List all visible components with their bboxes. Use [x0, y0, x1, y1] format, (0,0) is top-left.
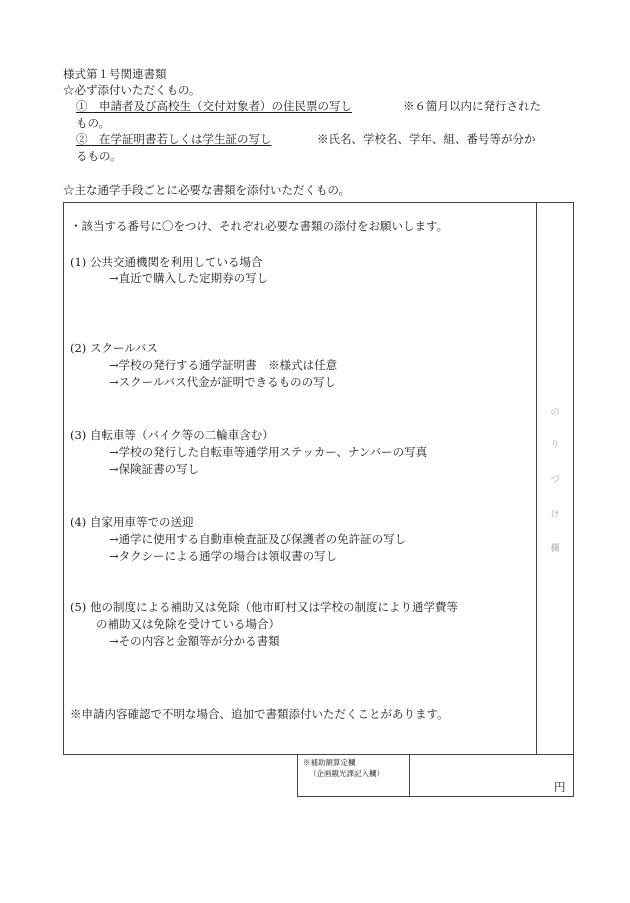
side-char-1: の [550, 408, 560, 418]
required-item-2-note: ※氏名、学校名、学年、組、番号等が分か [317, 132, 536, 146]
section-1-title: (1) 公共交通機関を利用している場合 [70, 255, 263, 269]
side-column-divider [536, 202, 537, 755]
section-4-item-2: →タクシーによる通学の場合は領収書の写し [109, 549, 338, 563]
required-item-1-cont: もの。 [76, 116, 111, 130]
section-3-item-2: →保険証書の写し [109, 462, 200, 476]
form-title: 様式第１号関連書類 [63, 67, 167, 81]
section-5-title-cont: の補助又は免除を受けている場合） [96, 617, 280, 631]
required-item-1-note: ※６箇月以内に発行された [403, 99, 541, 113]
section-2-item-2: →スクールバス代金が証明できるものの写し [109, 375, 337, 389]
section-5-item-1: →その内容と金額等が分かる書類 [109, 634, 280, 648]
transport-heading: ☆主な通学手段ごとに必要な書類を添付いただくもの。 [63, 183, 351, 197]
section-4-item-1: →通学に使用する自動車検査証及び保護者の免許証の写し [109, 532, 407, 546]
subsidy-sublabel: （企画観光課記入欄） [309, 769, 384, 778]
subsidy-box-divider [409, 754, 410, 797]
section-1-item-1: →直近で購入した定期券の写し [109, 271, 269, 285]
section-3-title: (3) 自転車等（バイク等の二輪車含む） [70, 428, 274, 442]
required-item-1: ① 申請者及び高校生（交付対象者）の住民票の写し [76, 99, 352, 113]
section-2-title: (2) スクールバス [70, 341, 158, 355]
section-5-title: (5) 他の制度による補助又は免除（他市町村又は学校の制度により通学費等 [70, 600, 458, 614]
side-char-5: 欄 [550, 544, 560, 554]
subsidy-yen-unit: 円 [554, 780, 566, 794]
side-char-2: り [550, 440, 560, 450]
subsidy-label: ※補助額算定欄 [303, 758, 356, 767]
section-3-item-1: →学校の発行した自転車等通学用ステッカー、ナンバーの写真 [109, 445, 428, 459]
instructions-text: ・該当する番号に〇をつけ、それぞれ必要な書類の添付をお願いします。 [70, 219, 449, 233]
section-4-title: (4) 自家用車等での送迎 [70, 515, 194, 529]
required-item-2-cont: るもの。 [76, 149, 122, 163]
section-2-item-1: →学校の発行する通学証明書 ※様式は任意 [109, 358, 338, 372]
required-item-2: ② 在学証明書若しくは学生証の写し [76, 132, 272, 146]
required-heading: ☆必ず添付いただくもの。 [63, 83, 201, 97]
side-char-3: づ [550, 475, 560, 485]
footnote: ※申請内容確認で不明な場合、追加で書類添付いただくことがあります。 [70, 707, 449, 721]
side-char-4: け [550, 510, 560, 520]
